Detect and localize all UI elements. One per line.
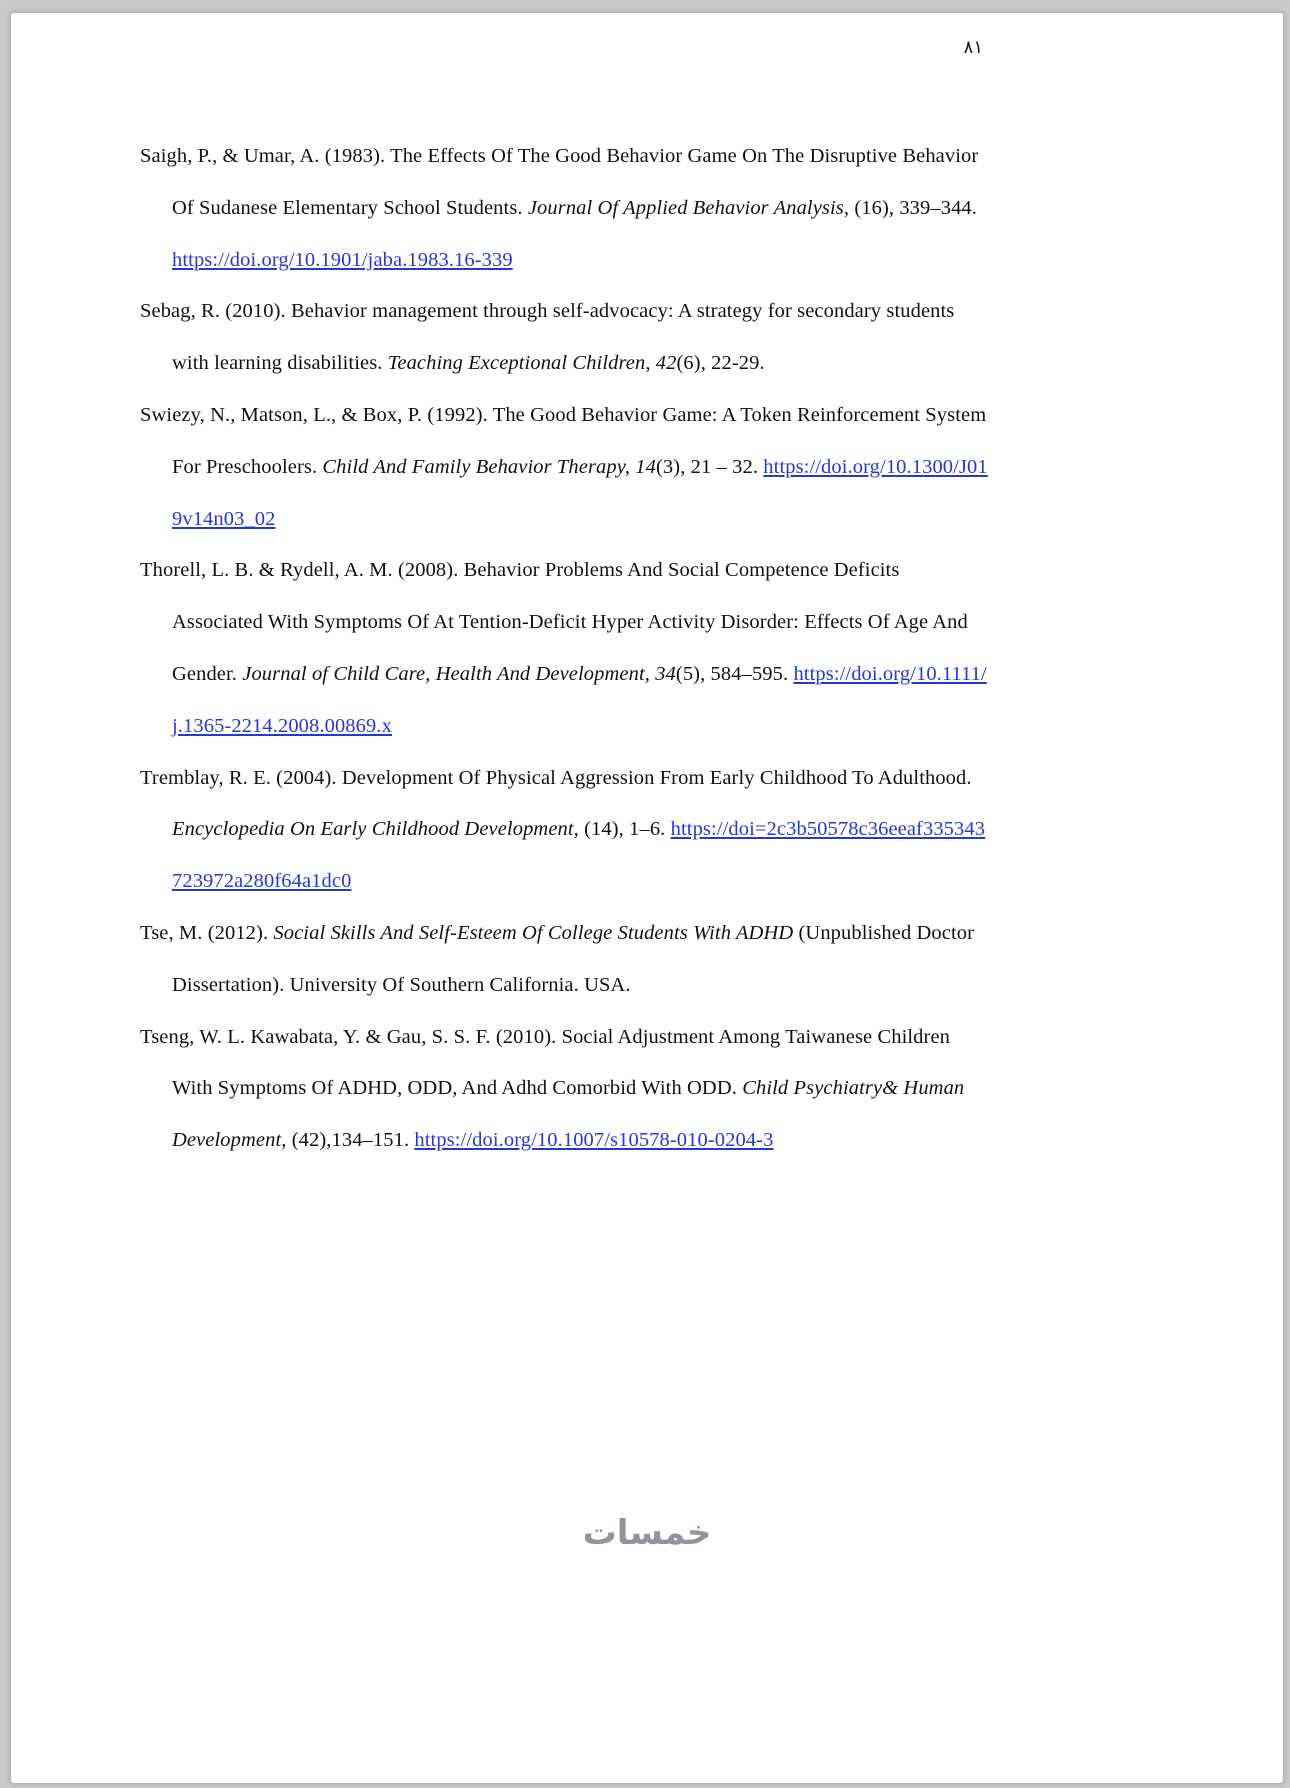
reference-journal-title: Social Skills And Self-Esteem Of College Students With ADHD (273, 921, 794, 944)
reference-text: Tremblay, R. E. (2004). Development Of Physical Aggression From Early Childhood To Adulthood. (140, 766, 972, 789)
reference-text: Saigh, P., & Umar, A. (1983). The Effects Of The Good Behavior Game On The Disruptive Behavior Of Sudanese Elementary School Students. (140, 145, 979, 219)
reference-journal-title: Journal of Child Care, Health And Development, 34 (242, 662, 676, 685)
reference-entry (140, 1012, 992, 1167)
page-number: ٨١ (963, 37, 983, 57)
reference-link[interactable]: https://doi.org/10.1007/s10578-010-0204-3 (414, 1129, 774, 1152)
reference-text: Sebag, R. (2010). Behavior management through self-advocacy: A strategy for secondary students with learning disabilities. (140, 300, 955, 375)
reference-text: Thorell, L. B. & Rydell, A. M. (2008). Behavior Problems And Social Competence Deficits Associated With Symptoms Of At Tention-Deficit Hyper Activity Disorder: Effects Of Age And Gender. (140, 559, 968, 685)
reference-text: (Unpublished Doctor Dissertation). University Of Southern California. USA. (172, 921, 975, 996)
reference-text: (42),134–151. (286, 1129, 415, 1152)
reference-journal-title: Child Psychiatry& Human Development, (172, 1077, 965, 1152)
reference-text: (16), 339–344. (849, 196, 977, 219)
watermark-logo: خمسات (582, 1513, 712, 1553)
references-list (140, 131, 992, 1167)
reference-text: Tseng, W. L. Kawabata, Y. & Gau, S. S. F. (2010). Social Adjustment Among Taiwanese Children With Symptoms Of ADHD, ODD, And Adhd Comorbid With ODD. (140, 1025, 951, 1100)
reference-link[interactable]: https://doi.org/10.1111/j.1365-2214.2008.00869.x (172, 662, 987, 737)
reference-entry (140, 753, 992, 908)
document-page (11, 13, 1283, 1783)
reference-link[interactable]: https://doi.org/10.1901/jaba.1983.16-339 (172, 248, 513, 271)
reference-link[interactable]: https://doi.org/10.1300/J019v14n03_02 (172, 455, 988, 530)
reference-journal-title: Encyclopedia On Early Childhood Development, (172, 818, 579, 841)
reference-text: (3), 21 – 32. (655, 455, 764, 478)
reference-entry (140, 545, 992, 752)
reference-entry (140, 286, 992, 390)
reference-text: Tse, M. (2012). (140, 921, 274, 944)
reference-text: (5), 584–595. (675, 662, 794, 685)
reference-text: (14), 1–6. (578, 818, 671, 841)
reference-entry (140, 390, 992, 545)
reference-journal-title: Teaching Exceptional Children, 42 (387, 352, 677, 375)
reference-journal-title: Journal Of Applied Behavior Analysis, (527, 196, 850, 219)
reference-entry (140, 131, 992, 286)
reference-text: (6), 22-29. (676, 352, 765, 375)
reference-entry (140, 908, 992, 1012)
reference-journal-title: Child And Family Behavior Therapy, 14 (322, 455, 656, 478)
reference-text: Swiezy, N., Matson, L., & Box, P. (1992). The Good Behavior Game: A Token Reinforcement System For Preschoolers. (140, 403, 987, 478)
reference-link[interactable]: https://doi=2c3b50578c36eeaf335343723972a280f64a1dc0 (172, 818, 986, 893)
